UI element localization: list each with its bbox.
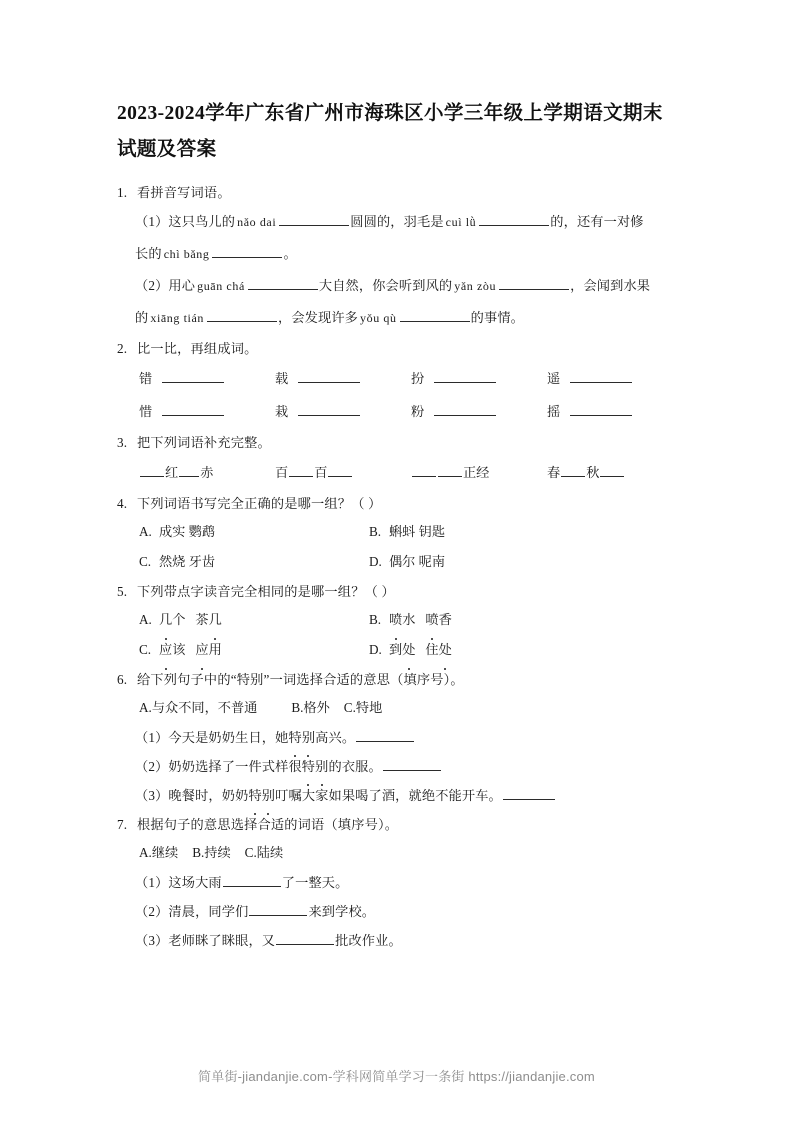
q7-s1-pre: （1）这场大雨 — [135, 875, 222, 890]
question-4-options-row-1 — [117, 517, 683, 547]
question-5-options-row-2 — [117, 635, 683, 665]
q2-cell-3 — [411, 362, 547, 395]
question-3-number: 3. — [117, 435, 128, 450]
q3-char-bai2: 百 — [314, 465, 328, 480]
q6-s2-dot-char-1: 特 — [302, 752, 315, 781]
q1-2-text-f: 的事情。 — [470, 310, 524, 325]
q1-1-text-a: （1）这只鸟儿的 — [135, 214, 236, 229]
q1-2-blank-1[interactable] — [248, 276, 318, 290]
q3-char-chi: 赤 — [200, 465, 214, 480]
q2-cell-2 — [275, 362, 411, 395]
question-6 — [117, 667, 683, 810]
q2-cell-7 — [411, 395, 547, 428]
question-6-number: 6. — [117, 672, 128, 687]
q2-cell-4 — [547, 362, 683, 395]
q2-blank-2[interactable] — [298, 369, 360, 383]
q5-option-b-rest-1: 水 — [402, 612, 416, 627]
q2-cell-8 — [547, 395, 683, 428]
q1-2-text-a: （2）用心 — [135, 278, 196, 293]
question-6-sentence-3 — [117, 781, 683, 810]
page-content — [117, 96, 683, 957]
q2-char-fen: 粉 — [411, 404, 425, 419]
q4-option-d-text: 偶尔 呢南 — [389, 554, 446, 569]
q6-s3-dotted — [248, 788, 275, 803]
question-7-options — [117, 838, 683, 868]
q6-s1-pre: （1）今天是奶奶生日，她 — [135, 730, 289, 745]
q5-option-b-dotted-1: 喷 — [389, 605, 402, 635]
question-4-stem — [117, 491, 683, 517]
q3-blank-3b[interactable] — [438, 463, 462, 477]
question-2-stem — [117, 336, 683, 362]
q5-option-c-label: C. — [139, 642, 152, 657]
q1-2-pinyin-4: yǒu qù — [360, 311, 397, 325]
question-7-sentence-2 — [117, 897, 683, 926]
q6-s3-post: 叮嘱大家如果喝了酒，就绝不能开车。 — [275, 788, 502, 803]
q1-1-text-b: 圆圆的，羽毛是 — [350, 214, 444, 229]
q4-option-b-label: B. — [369, 524, 382, 539]
q4-option-a[interactable] — [139, 517, 369, 547]
q6-meaning-c-label: C. — [343, 700, 356, 715]
question-5-stem — [117, 579, 683, 605]
question-1-item-2-line-1 — [117, 270, 683, 302]
q5-option-b-label: B. — [369, 612, 382, 627]
q7-option-c-text[interactable]: 陆续 — [256, 845, 284, 860]
q6-s2-dot-char-2: 别 — [315, 752, 328, 781]
q7-option-b-text[interactable]: 持续 — [204, 845, 231, 860]
q2-blank-4[interactable] — [570, 369, 632, 383]
q3-cell-3 — [411, 456, 547, 489]
q5-option-a[interactable] — [139, 605, 369, 635]
q7-option-a-text[interactable]: 继续 — [151, 845, 179, 860]
question-2-number: 2. — [117, 341, 128, 356]
q1-1-blank-3[interactable] — [212, 244, 282, 258]
q7-s3-blank[interactable] — [276, 931, 334, 945]
q7-s3-post: 批改作业。 — [335, 933, 402, 948]
question-2-row-1 — [117, 362, 683, 395]
q5-option-c-rest-1: 该 — [172, 642, 186, 657]
q2-char-zai2: 栽 — [275, 404, 289, 419]
q5-option-b[interactable] — [369, 605, 599, 635]
q2-cell-5 — [139, 395, 275, 428]
question-4-options-row-2 — [117, 547, 683, 577]
q6-s1-dot-char-2: 别 — [302, 723, 315, 752]
question-4 — [117, 491, 683, 577]
question-1 — [117, 180, 683, 334]
question-6-stem — [117, 667, 683, 693]
q2-char-cuo: 错 — [139, 371, 153, 386]
q6-s2-dotted — [302, 759, 329, 774]
q4-option-c[interactable] — [139, 547, 369, 577]
q7-option-c-label: C. — [244, 845, 257, 860]
question-7-sentence-3 — [117, 926, 683, 955]
q5-option-d-label: D. — [369, 642, 382, 657]
q3-blank-4a[interactable] — [561, 463, 585, 477]
q4-option-d[interactable] — [369, 547, 599, 577]
q1-1-pinyin-2: cuì lǜ — [445, 215, 477, 229]
q4-option-b-text: 蝌蚪 钥匙 — [389, 524, 446, 539]
q2-char-zai1: 载 — [275, 371, 289, 386]
q3-blank-2a[interactable] — [289, 463, 313, 477]
q7-s1-post: 了一整天。 — [281, 875, 349, 890]
q6-meaning-b-text[interactable]: 格外 — [303, 700, 330, 715]
q6-s1-post: 高兴。 — [315, 730, 356, 745]
question-6-sentence-2 — [117, 752, 683, 781]
q5-option-c-dotted-2: 应 — [195, 635, 208, 665]
question-4-stem-text: 下列词语书写完全正确的是哪一组？（ ） — [137, 496, 382, 511]
q1-1-blank-1[interactable] — [279, 212, 349, 226]
footer-watermark: 简单街-jiandanjie.com-学科网简单学习一条街 https://jiandanjie.com — [198, 1069, 595, 1084]
question-2 — [117, 336, 683, 428]
q7-option-b-label: B. — [192, 845, 205, 860]
q5-option-a-dotted-2: 几 — [209, 605, 222, 635]
question-1-stem — [117, 180, 683, 206]
question-1-item-2-line-2 — [117, 302, 683, 334]
q2-blank-8[interactable] — [570, 402, 632, 416]
page-title: 2023-2024学年广东省广州市海珠区小学三年级上学期语文期末试题及答案 — [117, 103, 663, 160]
q5-option-d-plain-2: 住 — [425, 642, 439, 657]
q5-option-c-dotted-1: 应 — [159, 635, 172, 665]
q2-char-xi: 惜 — [139, 404, 153, 419]
question-2-row-2 — [117, 395, 683, 428]
q6-s1-blank[interactable] — [356, 728, 414, 742]
q3-blank-1b[interactable] — [179, 463, 199, 477]
q3-blank-1a[interactable] — [140, 463, 164, 477]
q6-meaning-b-label: B. — [291, 700, 304, 715]
q6-s1-dotted — [288, 730, 315, 745]
q2-char-yao1: 遥 — [547, 371, 561, 386]
q7-s3-pre: （3）老师眯了眯眼，又 — [135, 933, 276, 948]
q1-2-pinyin-2: yǎn zòu — [454, 279, 497, 293]
q3-char-zhengjing: 正经 — [463, 465, 490, 480]
q5-option-a-rest-1: 个 — [172, 612, 186, 627]
q6-s3-dot-char-2: 别 — [262, 781, 275, 810]
question-6-stem-text: 给下列句子中的“特别”一词选择合适的意思（填序号）。 — [137, 672, 464, 687]
q1-1-text-d: 长的 — [135, 246, 162, 261]
question-7-stem — [117, 812, 683, 838]
q4-option-c-text: 然烧 牙齿 — [159, 554, 216, 569]
question-5 — [117, 579, 683, 665]
question-7-stem-text: 根据句子的意思选择合适的词语（填序号）。 — [137, 817, 399, 832]
q2-blank-6[interactable] — [298, 402, 360, 416]
q1-2-blank-2[interactable] — [499, 276, 569, 290]
q3-blank-2b[interactable] — [328, 463, 352, 477]
q3-blank-4b[interactable] — [600, 463, 624, 477]
question-7 — [117, 812, 683, 955]
q5-option-c[interactable] — [139, 635, 369, 665]
q5-option-a-dotted-1: 几 — [159, 605, 172, 635]
q7-s2-pre: （2）清晨，同学们 — [135, 904, 249, 919]
q6-s1-dot-char-1: 特 — [288, 723, 301, 752]
question-7-sentence-1 — [117, 868, 683, 897]
question-3-row — [117, 456, 683, 489]
q1-2-pinyin-1: guān chá — [197, 279, 245, 293]
q1-2-pinyin-3: xiāng tián — [150, 311, 204, 325]
question-1-stem-text: 看拼音写词语。 — [137, 185, 231, 200]
q3-char-qiu: 秋 — [586, 465, 600, 480]
question-6-meanings — [117, 693, 683, 723]
q3-blank-3a[interactable] — [412, 463, 436, 477]
q1-2-text-e: ，会发现许多 — [278, 310, 359, 325]
q1-1-pinyin-1: nǎo dai — [237, 215, 277, 229]
q7-s2-blank[interactable] — [249, 902, 307, 916]
q5-option-d-plain-1: 到 — [389, 642, 403, 657]
q2-char-yao2: 摇 — [547, 404, 561, 419]
q2-blank-7[interactable] — [434, 402, 496, 416]
q5-option-d-dotted-2: 处 — [439, 635, 452, 665]
q1-1-text-e: 。 — [283, 246, 297, 261]
q6-s2-pre: （2）奶奶选择了一件式样很 — [135, 759, 302, 774]
question-1-number: 1. — [117, 185, 128, 200]
q4-option-a-label: A. — [139, 524, 152, 539]
q3-cell-4 — [547, 456, 683, 489]
q2-blank-1[interactable] — [162, 369, 224, 383]
q3-char-hong: 红 — [165, 465, 179, 480]
q1-1-blank-2[interactable] — [479, 212, 549, 226]
q5-option-a-plain-2: 茶 — [195, 612, 209, 627]
q6-meaning-a-label: A. — [139, 700, 152, 715]
q6-s3-dot-char-1: 特 — [248, 781, 261, 810]
q2-blank-3[interactable] — [434, 369, 496, 383]
q1-2-blank-4[interactable] — [400, 308, 470, 322]
question-5-number: 5. — [117, 584, 128, 599]
q2-cell-1 — [139, 362, 275, 395]
q5-option-d[interactable] — [369, 635, 599, 665]
q5-option-b-rest-2: 香 — [438, 612, 452, 627]
question-1-item-1-line-2 — [117, 238, 683, 270]
q6-meaning-a-text[interactable]: 与众不同，不普通 — [151, 700, 258, 715]
q5-option-a-label: A. — [139, 612, 152, 627]
q3-cell-2 — [275, 456, 411, 489]
q6-s3-pre: （3）晚餐时，奶奶 — [135, 788, 249, 803]
question-3-stem — [117, 430, 683, 456]
question-1-item-1-line-1 — [117, 206, 683, 238]
q5-option-c-rest-2: 用 — [208, 642, 222, 657]
question-2-stem-text: 比一比，再组成词。 — [137, 341, 258, 356]
q6-s2-blank[interactable] — [383, 757, 441, 771]
question-5-stem-text: 下列带点字读音完全相同的是哪一组？（ ） — [137, 584, 395, 599]
q1-1-pinyin-3: chì bǎng — [163, 247, 210, 261]
q7-s1-blank[interactable] — [223, 873, 281, 887]
q1-2-text-b: 大自然，你会听到风的 — [318, 278, 453, 293]
q6-s2-post: 的衣服。 — [328, 759, 382, 774]
q4-option-c-label: C. — [139, 554, 152, 569]
q1-1-text-c: 的，还有一对修 — [550, 214, 644, 229]
q4-option-a-text: 成实 鹦鹉 — [159, 524, 216, 539]
q1-2-text-d: 的 — [135, 310, 149, 325]
q2-blank-5[interactable] — [162, 402, 224, 416]
q1-2-blank-3[interactable] — [207, 308, 277, 322]
q6-meaning-c-text[interactable]: 特地 — [355, 700, 383, 715]
q3-cell-1 — [139, 456, 275, 489]
q7-s2-post: 来到学校。 — [308, 904, 376, 919]
question-3-stem-text: 把下列词语补充完整。 — [137, 435, 271, 450]
q4-option-b[interactable] — [369, 517, 599, 547]
q3-char-chun: 春 — [547, 465, 561, 480]
q3-char-bai1: 百 — [275, 465, 289, 480]
q7-option-a-label: A. — [139, 845, 152, 860]
q5-option-b-dotted-2: 喷 — [425, 605, 438, 635]
q4-option-d-label: D. — [369, 554, 382, 569]
question-3 — [117, 430, 683, 489]
question-4-number: 4. — [117, 496, 128, 511]
q2-cell-6 — [275, 395, 411, 428]
question-6-sentence-1 — [117, 723, 683, 752]
question-7-number: 7. — [117, 817, 128, 832]
q2-char-ban: 扮 — [411, 371, 425, 386]
q5-option-d-dotted-1: 处 — [402, 635, 415, 665]
question-5-options-row-1 — [117, 605, 683, 635]
q6-s3-blank[interactable] — [503, 786, 555, 800]
q1-2-text-c: ，会闻到水果 — [570, 278, 651, 293]
